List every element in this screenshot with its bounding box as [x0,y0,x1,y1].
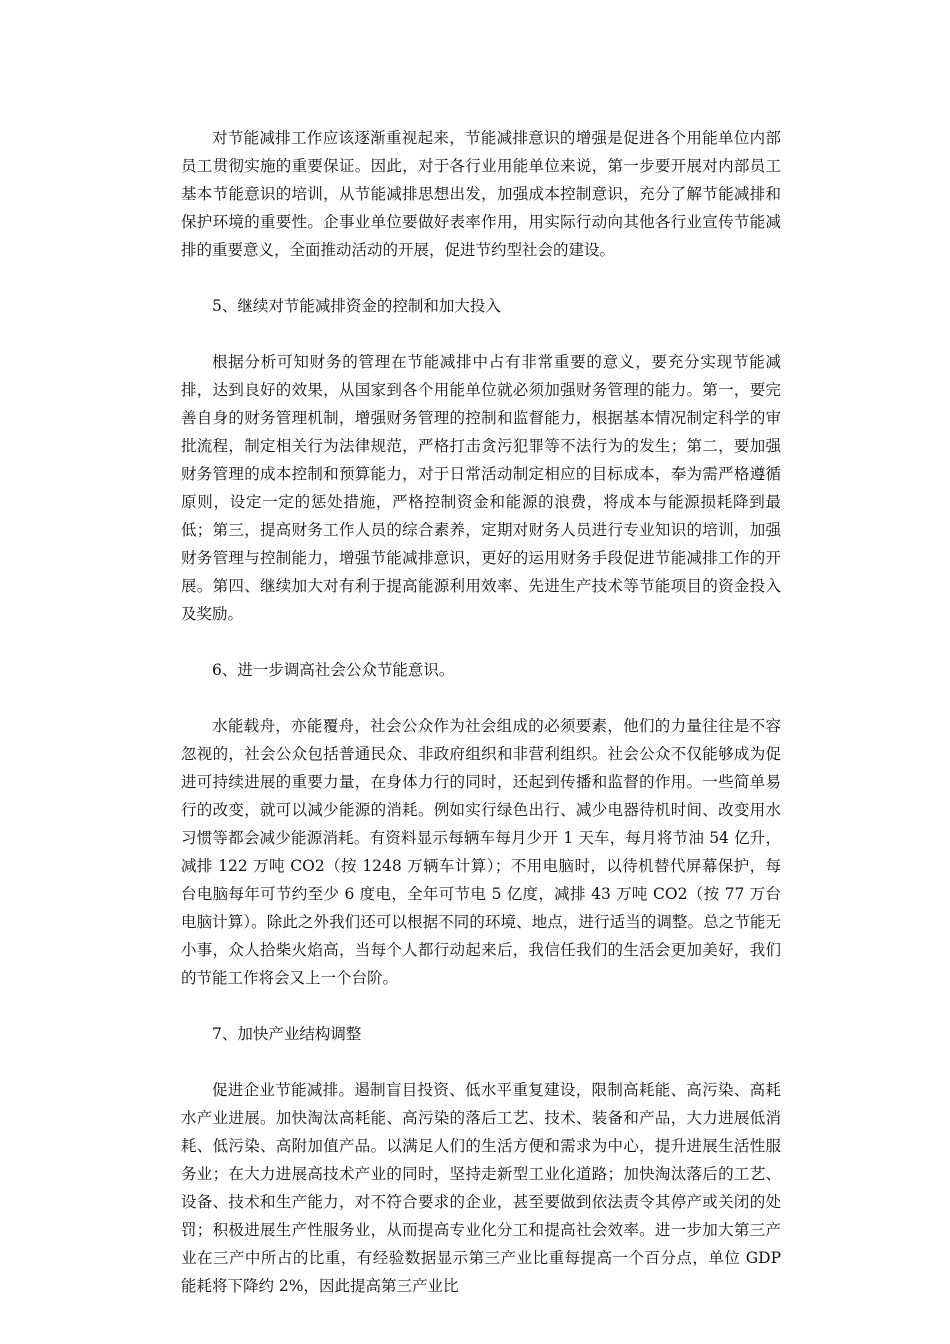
paragraph-industrial-structure: 促进企业节能减排。遏制盲目投资、低水平重复建设，限制高耗能、高污染、高耗水产业进展。加快淘汰高耗能、高污染的落后工艺、技术、装备和产品，大力进展低消耗、低污染、高附加值产品。以满足人们的生活方便和需求为中心，提升进展生活性服务业；在大力进展高技术产业的同时，坚持走新型工业化道路；加快淘汰落后的工艺、设备、技术和生产能力，对不符合要求的企业，甚至要做到依法责令其停产或关闭的处罚；积极进展生产性服务业，从而提高专业化分工和提高社会效率。进一步加大第三产业在三产中所占的比重，有经验数据显示第三产业比重每提高一个百分点，单位 GDP 能耗将下降约 2%，因此提高第三产业比 [181,1081,781,1295]
section-heading-6: 6、进一步调高社会公众节能意识。 [212,661,455,679]
section-heading-7: 7、加快产业结构调整 [212,1025,362,1043]
paragraph-public-awareness: 水能载舟，亦能覆舟，社会公众作为社会组成的必须要素，他们的力量往往是不容忽视的，社会公众包括普通民众、非政府组织和非营利组织。社会公众不仅能够成为促进可持续进展的重要力量，在身体力行的同时，还起到传播和监督的作用。一些简单易行的改变，就可以减少能源的消耗。例如实行绿色出行、减少电器待机时间、改变用水习惯等都会减少能源消耗。有资料显示每辆车每月少开 1 天车，每月将节油 54 亿升，减排 122 万吨 CO2（按 1248 万辆车计算）；不用电脑时，以待机替代屏幕保护，每台电脑每年可节约至少 6 度电，全年可节电 5 亿度，减排 43 万吨 CO2（按 77 万台电脑计算）。除此之外我们还可以根据不同的环境、地点，进行适当的调整。总之节能无小事，众人拾柴火焰高，当每个人都行动起来后，我信任我们的生活会更加美好，我们的节能工作将会又上一个台阶。 [181,717,781,987]
paragraph-awareness-training: 对节能减排工作应该逐渐重视起来，节能减排意识的增强是促进各个用能单位内部员工贯彻实施的重要保证。因此，对于各行业用能单位来说，第一步要开展对内部员工基本节能意识的培训，从节能减排思想出发，加强成本控制意识，充分了解节能减排和保护环境的重要性。企事业单位要做好表率作用，用实际行动向其他各行业宣传节能减排的重要意义，全面推动活动的开展，促进节约型社会的建设。 [181,129,781,259]
section-heading-5: 5、继续对节能减排资金的控制和加大投入 [212,297,501,315]
document-body [181,124,781,1300]
paragraph-financial-management: 根据分析可知财务的管理在节能减排中占有非常重要的意义，要充分实现节能减排，达到良好的效果，从国家到各个用能单位就必须加强财务管理的能力。第一，要完善自身的财务管理机制，增强财务管理的控制和监督能力，根据基本情况制定科学的审批流程，制定相关行为法律规范，严格打击贪污犯罪等不法行为的发生；第二，要加强财务管理的成本控制和预算能力，对于日常活动制定相应的目标成本，奉为需严格遵循原则，设定一定的惩处措施，严格控制资金和能源的浪费，将成本与能源损耗降到最低；第三，提高财务工作人员的综合素养，定期对财务人员进行专业知识的培训，加强财务管理与控制能力，增强节能减排意识，更好的运用财务手段促进节能减排工作的开展。第四、继续加大对有利于提高能源利用效率、先进生产技术等节能项目的资金投入及奖励。 [181,353,781,623]
